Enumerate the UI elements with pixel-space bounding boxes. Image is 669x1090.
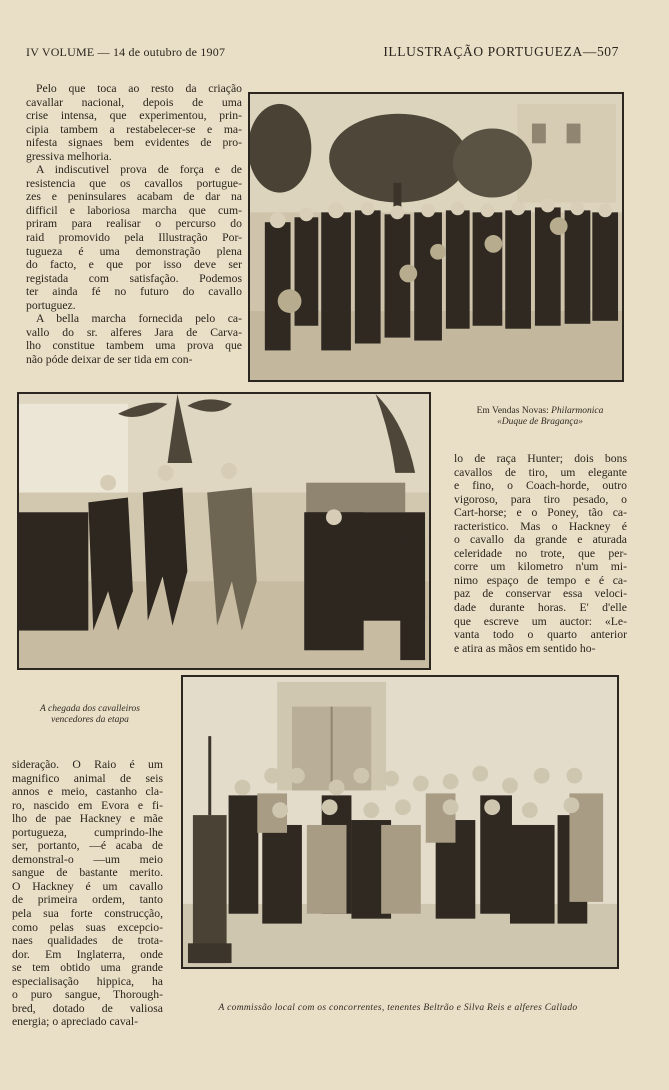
text-line: se tem obtido uma grande — [12, 961, 163, 975]
text-line: demonstral-o —um meio — [12, 852, 163, 866]
text-line: ter ainda fé no futuro do cavallo — [26, 285, 242, 299]
photo-local-commission-group — [181, 675, 619, 969]
text-line: cipia tambem a restabelecer-se e ma- — [26, 122, 242, 136]
header-volume-date: IV VOLUME — 14 de outubro de 1907 — [26, 45, 226, 59]
text-line: de primeira ordem, tanto — [12, 893, 163, 907]
text-line: racteristico. Mas o Hackney é — [454, 519, 627, 533]
text-line: do facto, e que por isso deve ser — [26, 258, 242, 272]
text-line: raid promovido pela Illustração Por- — [26, 231, 242, 245]
text-line: zes e peninsulares acabam de dar na — [26, 190, 242, 204]
text-line: lo de raça Hunter; dois bons — [454, 452, 627, 465]
text-line: portuguez. — [26, 298, 76, 312]
text-line: lho de pae Hackney e mãe — [12, 812, 163, 826]
text-line: tugueza é uma demonstração plena — [26, 244, 242, 258]
text-line: annos e meio, castanho cla- — [12, 785, 163, 799]
text-line: cavallar nacional, depois de uma — [26, 95, 242, 109]
caption-band-photo — [440, 406, 640, 428]
caption-band-name: «Duque de Bragança» — [496, 417, 583, 427]
text-line: portugueza, cumprindo-lhe — [12, 825, 163, 839]
caption-riders-line1: A chegada dos cavalleiros — [40, 704, 140, 714]
text-line: priram para realisar o percurso do — [26, 217, 242, 231]
caption-riders-line2: vencedores da etapa — [51, 715, 129, 725]
text-line: dor. Em Inglaterra, onde — [12, 947, 163, 961]
text-line: crise intensa, que experimentou, prin- — [26, 109, 242, 123]
text-column-middle-right — [454, 452, 627, 655]
text-line: celeridade no trote, que per- — [454, 546, 627, 560]
text-line: pela sua forte construcção, — [12, 907, 163, 921]
text-line: cavallos de tiro, um elegante — [454, 465, 627, 479]
text-line: sangue de bastante merito. — [12, 866, 163, 880]
text-line: Pelo que toca ao resto da criação — [36, 82, 242, 95]
caption-group-photo: A commissão local com os concorrentes, tenentes Beltrão e Silva Reis e alferes Callado — [218, 1003, 578, 1013]
text-line: O Hackney é um cavallo — [12, 879, 163, 893]
photo-riders-arrival — [17, 392, 431, 670]
text-line: e atira as mãos em sentido ho- — [454, 641, 596, 655]
text-line: o cavallo da grande e aturada — [454, 533, 627, 547]
text-line: e fino, o Coach-horde, outro — [454, 479, 627, 493]
text-line: paz de conservar essa veloci- — [454, 587, 627, 601]
text-line: magnifico animal de seis — [12, 771, 163, 785]
photo-philharmonic-band — [248, 92, 624, 382]
caption-band-location: Em Vendas Novas: — [476, 406, 552, 416]
text-line: não póde deixar de ser tida em con- — [26, 352, 193, 366]
text-line: nifesta signaes bem evidentes de pro- — [26, 136, 242, 150]
text-line: corre um kilometro n'um mi- — [454, 560, 627, 574]
text-line: o puro sangue, Thorough- — [12, 988, 163, 1002]
text-column-top-left — [26, 82, 242, 366]
text-line: ro, nascido em Evora e fi- — [12, 798, 163, 812]
text-line: vallo do sr. alferes Jara de Carva- — [26, 325, 242, 339]
text-line: que escreve um auctor: «Le- — [454, 614, 627, 628]
text-line: registada com satisfação. Podemos — [26, 271, 242, 285]
text-line: ser, portanto, —é acaba de — [12, 839, 163, 853]
header-title-page-number: ILLUSTRAÇÃO PORTUGUEZA—507 — [383, 44, 619, 59]
text-line: Cart-horse; e o Poney, tão ca- — [454, 506, 627, 520]
text-line: energia; o apreciado caval- — [12, 1015, 138, 1029]
text-line: nimo espaço de tempo e é ca- — [454, 573, 627, 587]
text-line: vanta todo o quarto anterior — [454, 628, 627, 642]
text-line: sideração. O Raio é um — [12, 758, 163, 771]
text-line: especialisação hippica, ha — [12, 974, 163, 988]
text-line: lho constitue tambem uma prova que — [26, 339, 242, 353]
text-line: A bella marcha fornecida pelo ca- — [36, 312, 242, 326]
page-header — [26, 44, 619, 64]
text-line: vigoroso, para tiro pesado, o — [454, 492, 627, 506]
caption-riders-photo — [17, 704, 163, 726]
text-line: difficil e laboriosa marcha que cum- — [26, 203, 242, 217]
caption-band-title: Philarmonica — [551, 406, 604, 416]
text-column-bottom-left — [12, 758, 163, 1029]
text-line: como pelas suas excepcio- — [12, 920, 163, 934]
text-line: A indiscutivel prova de força e de — [36, 163, 242, 177]
text-line: gressiva melhoria. — [26, 149, 112, 163]
text-line: dade durante horas. E' d'elle — [454, 601, 627, 615]
text-line: bred, dotado de valiosa — [12, 1001, 163, 1015]
text-line: naes qualidades de trota- — [12, 934, 163, 948]
text-line: resistencia que os cavallos portugue- — [26, 176, 242, 190]
